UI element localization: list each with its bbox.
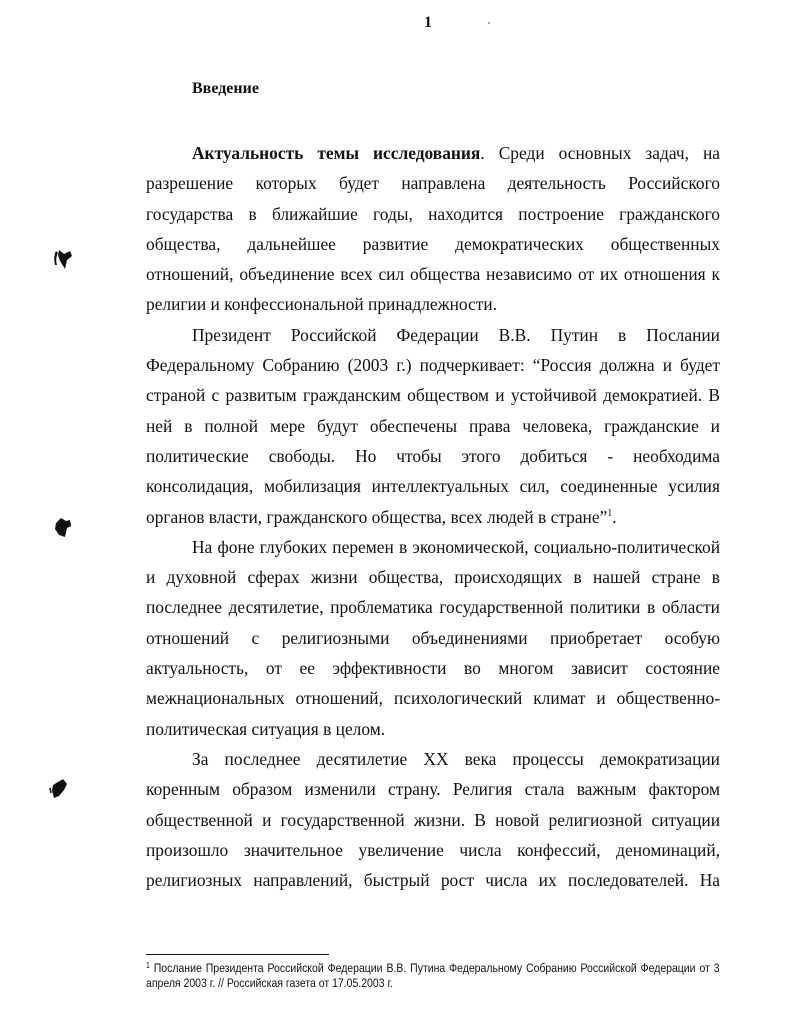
paragraph-lead: Актуальность темы исследования (192, 143, 481, 163)
footnote-text: Послание Президента Российской Федерации В.В. Путина Федеральному Собранию Российской Федерации от 3 апреля 2003 г. // Российская газета от 17.05.2003 г. (146, 961, 720, 990)
paragraph (146, 744, 720, 895)
section-heading: Введение (192, 80, 259, 97)
margin-mark-icon (50, 515, 74, 541)
paragraph-tail: . (612, 506, 617, 527)
paragraph-text: За последнее десятилетие XX века процессы демократизации коренным образом изменили страну. Религия стала важным фактором общественной и государственной жизни. В новой религиозной ситуации произошло значительное увеличение числа конфессий, деноминаций, религиозных направлений, быстрый рост числа их последователей. На (146, 748, 720, 891)
paragraph (146, 532, 720, 744)
footnote-separator (146, 954, 329, 955)
paragraph (146, 138, 720, 320)
paragraph-text: Президент Российской Федерации В.В. Путин в Послании Федеральному Собранию (2003 г.) подчеркивает: “Россия должна и будет страной с развитым гражданским обществом и устойчивой демократией. В ней в полной мере будут обеспечены права человека, гражданские и политические свободы. Но чтобы этого добиться - необходима консолидация, мобилизация интеллектуальных сил, соединенные усилия органов власти, гражданского общества, всех людей в стране” (146, 324, 720, 527)
page-number: 1 (424, 14, 432, 31)
paragraph (146, 320, 720, 532)
scan-speck (488, 22, 490, 24)
paragraph-text: . Среди основных задач, на разрешение которых будет направлена деятельность Российского государства в ближайшие годы, находится построение гражданского общества, дальнейшее развитие демократических общественных отношений, объединение всех сил общества независимо от их отношения к религии и конфессиональной принадлежности. (146, 143, 720, 315)
margin-mark-icon (50, 247, 74, 273)
margin-mark-icon (46, 776, 70, 802)
footnote-reference[interactable]: 1 (607, 507, 613, 519)
footnote-marker: 1 (146, 961, 150, 970)
footnote (146, 961, 720, 991)
body-text (146, 138, 720, 895)
paragraph-text: На фоне глубоких перемен в экономической, социально-политической и духовной сферах жизни общества, происходящих в нашей стране в последнее десятилетие, проблематика государственной политики в области отношений с религиозными объединениями приобретает особую актуальность, от ее эффективности во многом зависит состояние межнациональных отношений, психологический климат и общественно-политическая ситуация в целом. (146, 536, 720, 739)
